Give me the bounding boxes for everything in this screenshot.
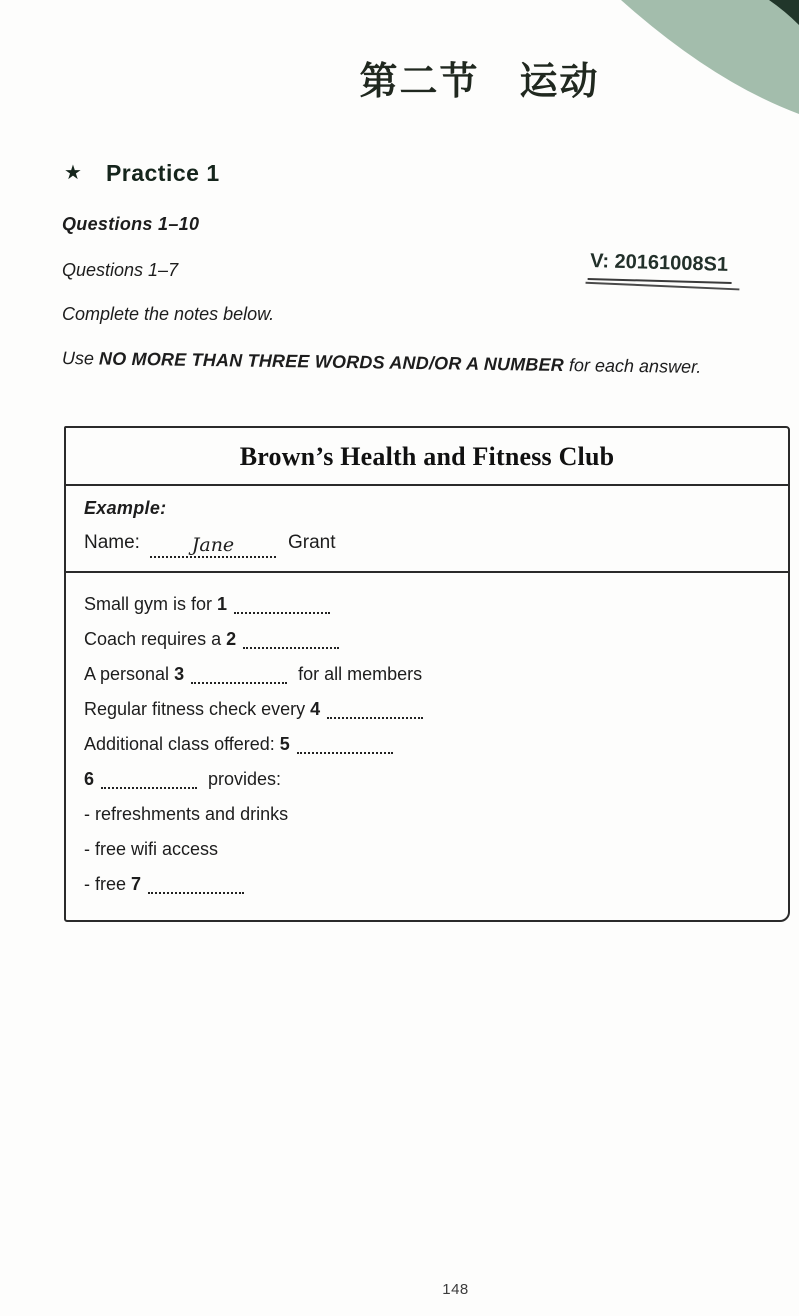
note-text: provides:: [203, 769, 282, 789]
note-row-6: [84, 762, 770, 797]
note-row-2: [84, 622, 770, 657]
practice-title: Practice 1: [105, 160, 220, 186]
name-label: Name:: [84, 532, 140, 553]
instruction-line-2: [62, 348, 762, 379]
questions-subrange-heading: Questions 1–7: [62, 260, 179, 280]
star-icon: ★: [64, 161, 82, 184]
section-title: 第二节 运动: [359, 61, 600, 103]
example-section: [66, 486, 788, 573]
note-row-8: [84, 832, 770, 867]
note-row-5: [84, 727, 770, 762]
page-number: 148: [442, 1281, 469, 1298]
example-answer-blank: Jane: [150, 534, 276, 558]
note-row-4: [84, 692, 770, 727]
notes-box: [64, 426, 790, 922]
notes-items-section: [66, 573, 788, 920]
note-text: Additional class offered:: [84, 734, 280, 754]
answer-blank: [191, 668, 287, 684]
note-text: for all members: [293, 664, 423, 684]
note-text: - free: [84, 874, 132, 894]
answer-blank: [327, 703, 423, 719]
note-row-7: [84, 797, 770, 832]
answer-blank: [148, 878, 244, 894]
question-number: 1: [217, 594, 228, 614]
question-number: 4: [310, 699, 321, 719]
note-text: Regular fitness check every: [84, 699, 311, 719]
question-number: 7: [131, 874, 142, 894]
question-number: 2: [226, 629, 237, 649]
notes-box-header: [66, 428, 788, 486]
note-row-1: [84, 587, 770, 622]
answer-blank: [101, 773, 197, 789]
instruction-line-1: Complete the notes below.: [62, 304, 275, 324]
note-row-3: [84, 657, 770, 692]
instruction-2-bold: NO MORE THAN THREE WORDS AND/OR A NUMBER: [98, 348, 565, 376]
example-surname: Grant: [287, 532, 336, 553]
example-label: Example:: [84, 498, 167, 518]
question-number: 6: [84, 769, 95, 789]
note-row-9: [84, 867, 770, 902]
instruction-2-suffix: for each answer.: [563, 355, 702, 377]
notes-box-title: Brown’s Health and Fitness Club: [239, 442, 615, 471]
answer-blank: [243, 633, 339, 649]
note-text: Small gym is for: [84, 594, 218, 614]
example-name-line: [84, 531, 770, 555]
practice-heading: [64, 160, 220, 187]
instruction-2-prefix: Use: [61, 348, 100, 369]
answer-blank: [234, 598, 330, 614]
question-number: 3: [174, 664, 185, 684]
question-number: 5: [279, 734, 290, 754]
note-text: Coach requires a: [84, 629, 227, 649]
version-code: V: 20161008S1: [588, 250, 733, 284]
note-text: - free wifi access: [84, 839, 219, 859]
note-text: A personal: [84, 664, 175, 684]
note-text: - refreshments and drinks: [84, 804, 289, 824]
answer-blank: [297, 738, 393, 754]
questions-range-heading: Questions 1–10: [62, 214, 200, 234]
